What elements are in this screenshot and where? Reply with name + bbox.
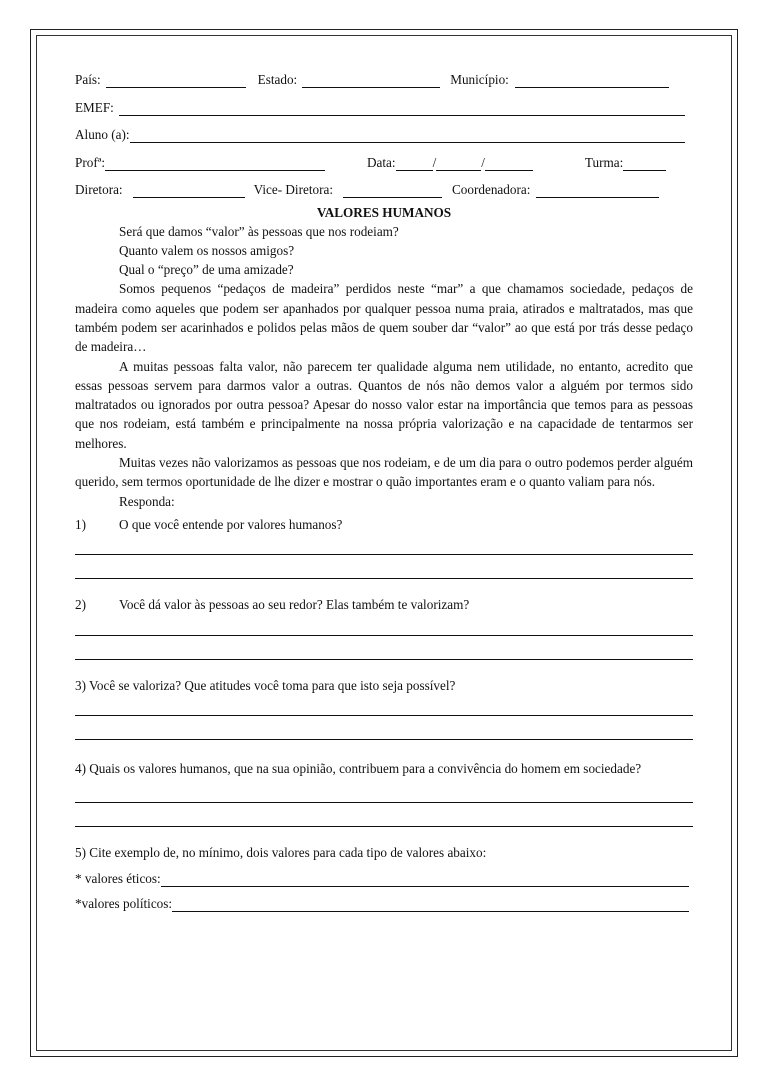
header-row-emef <box>75 99 693 116</box>
question-3 <box>75 676 693 695</box>
diretora-label: Diretora: <box>75 182 123 197</box>
page-title: VALORES HUMANOS <box>316 204 452 220</box>
value-type-label: * valores éticos: <box>75 871 161 887</box>
question-2 <box>75 595 693 614</box>
answer-line[interactable] <box>75 555 693 579</box>
text-paragraph: Somos pequenos “pedaços de madeira” perdidos neste “mar” a que chamamos sociedade, pedaços de madeira como aqueles que podem ser apanhados por qualquer pessoa numa praia, atirados e maltratados, mas que também podem ser acarinhados e polidos pelas mãos de quem souber dar “valor” ao que está por trás desse pedaço de madeira… <box>75 281 693 355</box>
turma-field[interactable] <box>623 158 666 171</box>
value-type-field[interactable] <box>161 874 689 887</box>
intro-question: Qual o “preço” de uma amizade? <box>119 262 294 278</box>
question-text: 4) Quais os valores humanos, que na sua opinião, contribuem para a convivência do homem em sociedade? <box>75 760 642 776</box>
question-number: 1) <box>75 516 86 532</box>
header-row-prof <box>75 154 693 171</box>
value-type-label: *valores políticos: <box>75 896 173 912</box>
intro-question: Será que damos “valor” às pessoas que nos rodeiam? <box>119 223 399 239</box>
data-label: Data: <box>367 154 396 170</box>
data-separator: / <box>481 154 485 170</box>
answer-line[interactable] <box>75 695 693 716</box>
answer-line[interactable] <box>75 615 693 636</box>
estado-field[interactable] <box>302 75 440 88</box>
aluno-label: Aluno (a): <box>75 127 130 142</box>
vice-diretora-label: Vice- Diretora: <box>253 182 333 197</box>
data-month-field[interactable] <box>436 158 481 171</box>
pais-label: País: <box>75 72 101 87</box>
emef-field[interactable] <box>119 103 685 116</box>
responda-label: Responda: <box>119 493 175 509</box>
value-type-row-eticos <box>75 868 693 887</box>
header-row-aluno <box>75 126 693 143</box>
estado-label: Estado: <box>257 72 298 87</box>
answer-line[interactable] <box>75 782 693 803</box>
vice-diretora-field[interactable] <box>343 185 442 198</box>
question-text: 5) Cite exemplo de, no mínimo, dois valores para cada tipo de valores abaixo: <box>75 844 487 860</box>
header-row-staff <box>75 181 693 198</box>
intro-question: Quanto valem os nossos amigos? <box>119 242 295 258</box>
answer-line[interactable] <box>75 716 693 740</box>
answer-line[interactable] <box>75 534 693 555</box>
coordenadora-field[interactable] <box>536 185 659 198</box>
question-text: Você dá valor às pessoas ao seu redor? Elas também te valorizam? <box>119 597 470 613</box>
text-paragraph: A muitas pessoas falta valor, não parecem ter qualidade alguma nem utilidade, no entanto, acredito que essas pessoas servem para darmos valor a outras. Quantos de nós não demos valor a alguém por termos sido maltratados ou ignorados por outra pessoa? Apesar do nosso valor estar na importância que temos para as pessoas que nos rodeiam, está também e principalmente na nossa própria valorização e na capacidade de tentarmos ser melhores. <box>75 358 693 451</box>
prof-field[interactable] <box>105 158 325 171</box>
text-paragraph: Muitas vezes não valorizamos as pessoas que nos rodeiam, e de um dia para o outro podemos perder alguém querido, sem termos oportunidade de lhe dizer e mostrar o quão importantes eram e o quanto valiam para nós. <box>75 455 693 490</box>
question-1 <box>75 515 693 534</box>
question-number: 2) <box>75 597 86 613</box>
question-4 <box>75 756 693 782</box>
coordenadora-label: Coordenadora: <box>452 182 531 197</box>
municipio-label: Município: <box>450 72 509 87</box>
data-separator: / <box>432 154 437 170</box>
pais-field[interactable] <box>106 75 246 88</box>
worksheet <box>75 71 693 912</box>
answer-line[interactable] <box>75 636 693 660</box>
header-row-location <box>75 71 693 88</box>
question-text: 3) Você se valoriza? Que atitudes você toma para que isto seja possível? <box>75 677 456 693</box>
municipio-field[interactable] <box>515 75 669 88</box>
emef-label: EMEF: <box>75 99 114 115</box>
value-type-row-politicos <box>75 893 693 912</box>
question-text: O que você entende por valores humanos? <box>119 516 343 532</box>
question-5 <box>75 843 693 862</box>
diretora-field[interactable] <box>133 185 245 198</box>
aluno-field[interactable] <box>130 130 685 143</box>
prof-label: Profª: <box>75 154 106 170</box>
value-type-field[interactable] <box>172 899 689 912</box>
data-day-field[interactable] <box>396 158 433 171</box>
data-year-field[interactable] <box>485 158 533 171</box>
answer-line[interactable] <box>75 803 693 827</box>
turma-label: Turma: <box>584 154 624 170</box>
